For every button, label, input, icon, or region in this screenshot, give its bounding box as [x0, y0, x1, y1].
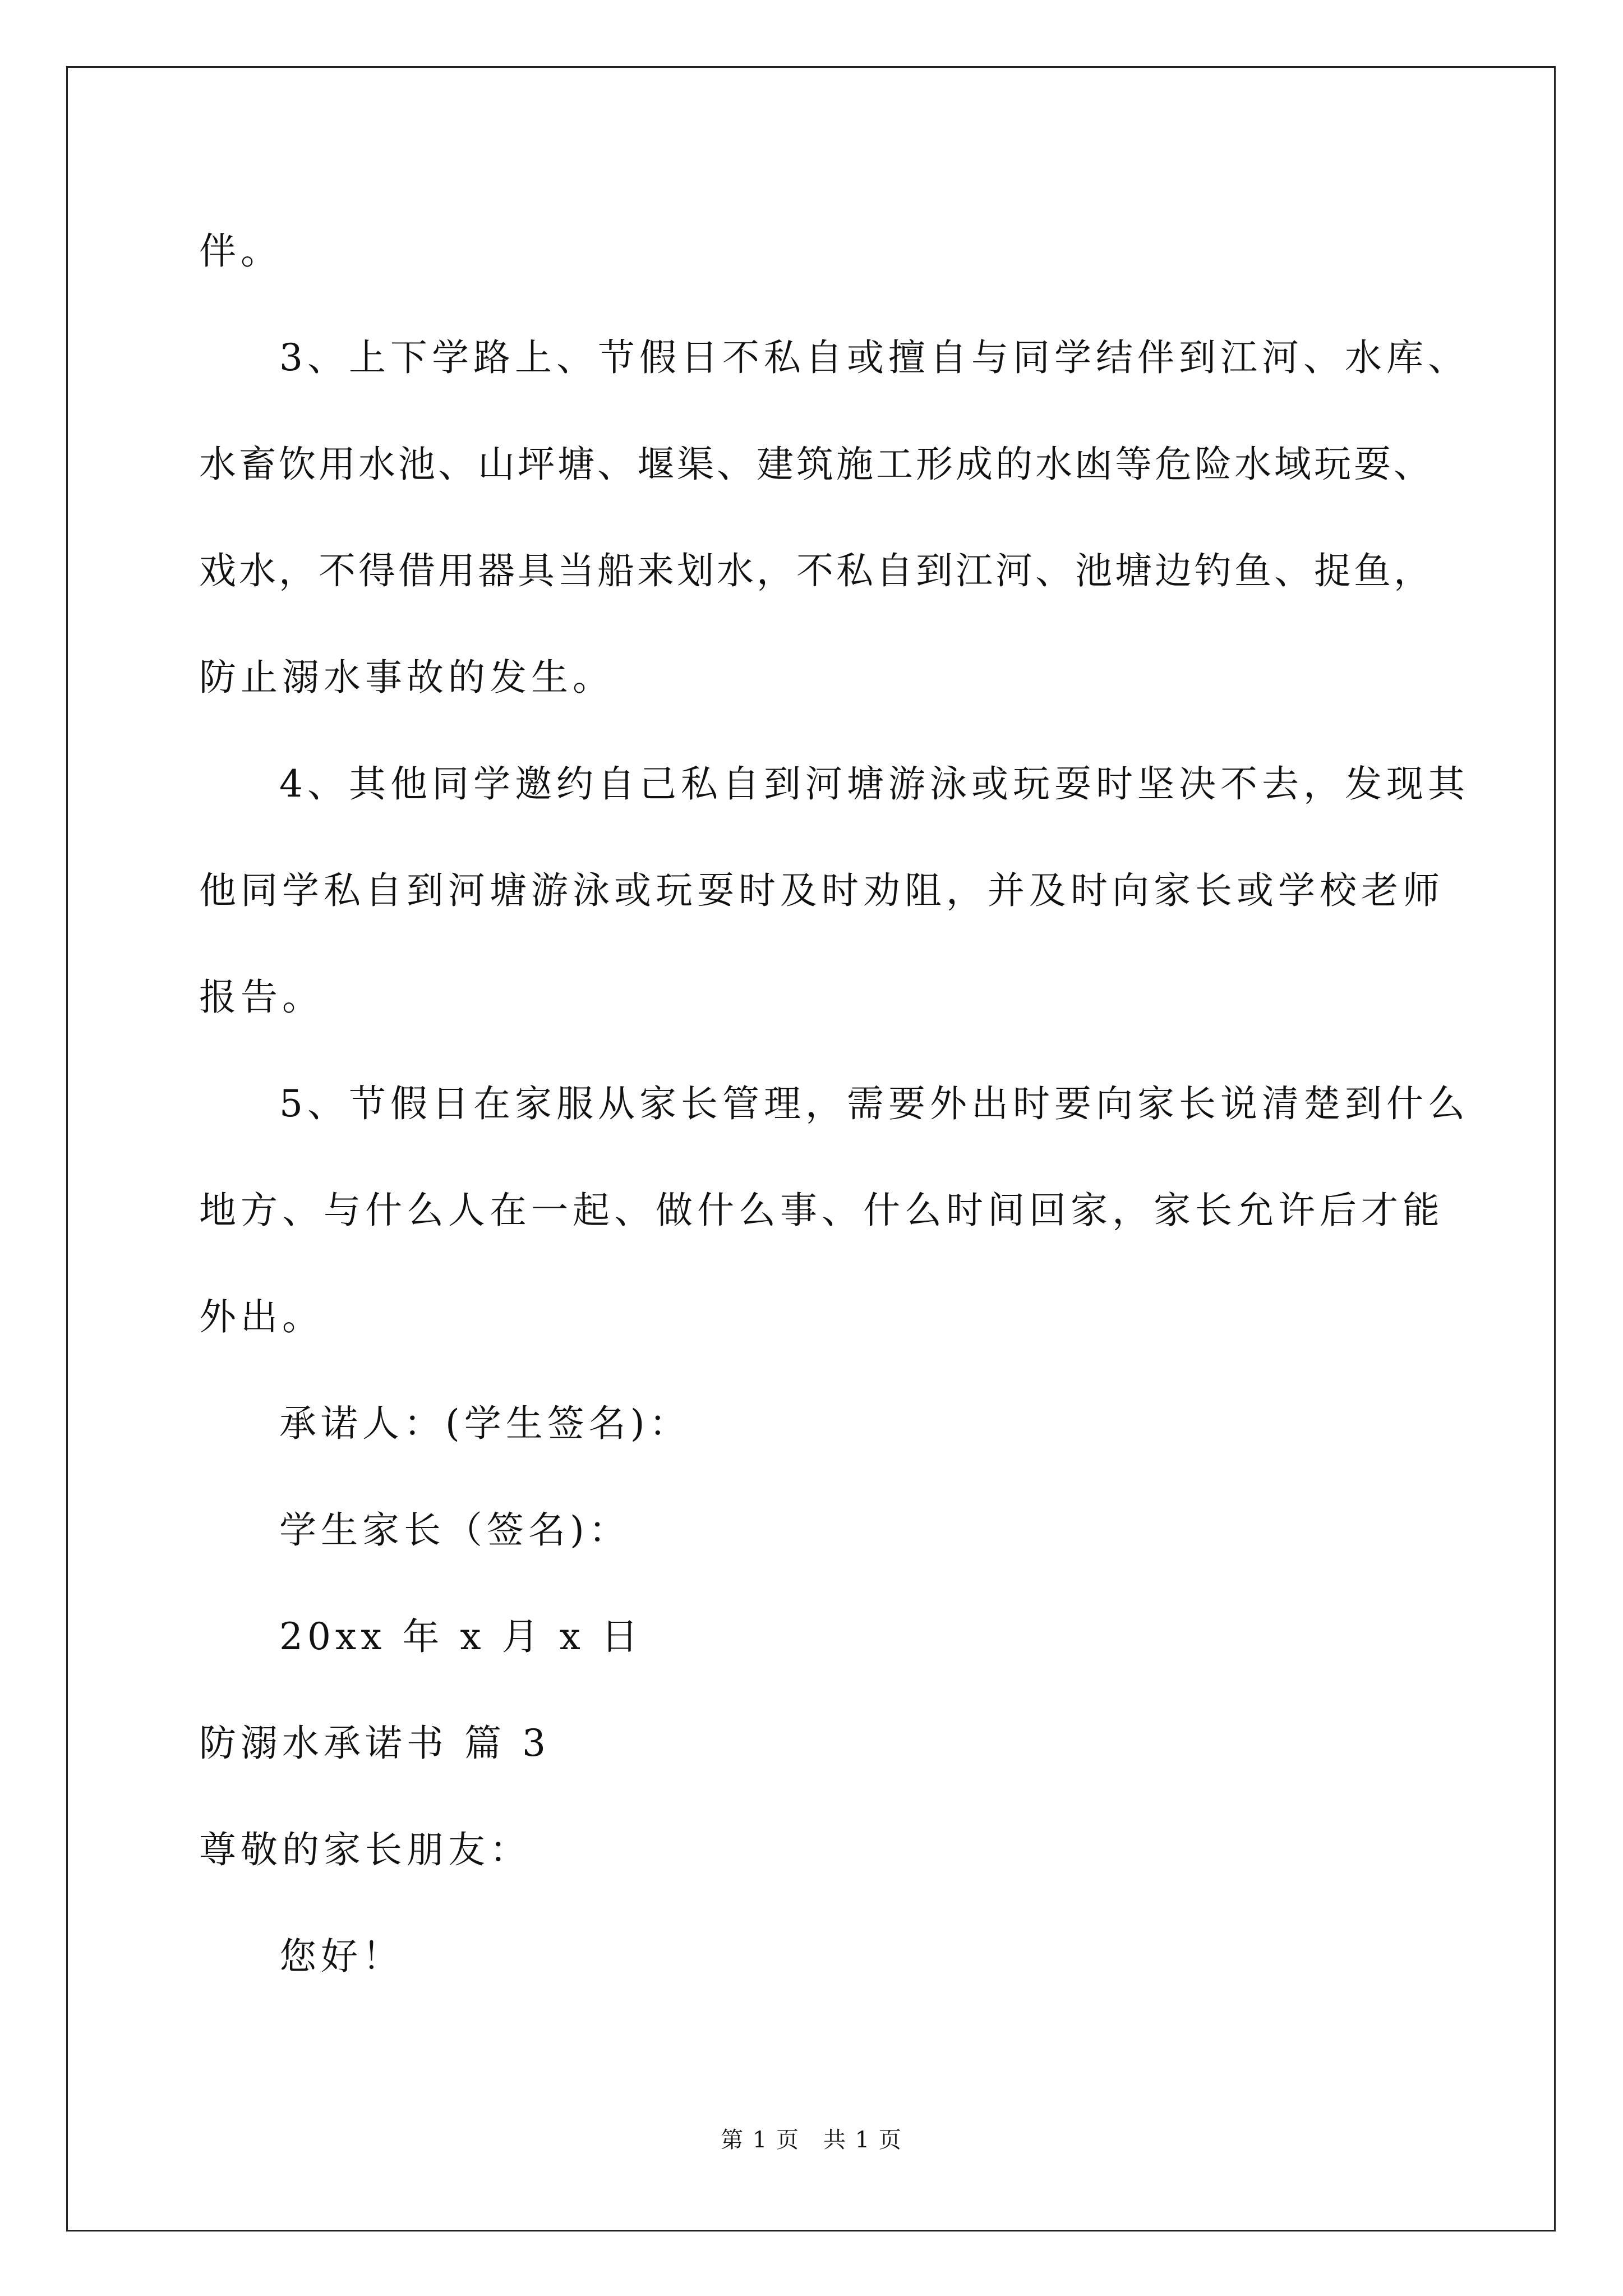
paragraph-3-line-2: 水畜饮用水池、山坪塘、堰渠、建筑施工形成的水凼等危险水域玩耍、	[199, 443, 1433, 486]
section-title: 防溺水承诺书 篇 3	[199, 1722, 550, 1765]
date-line: 20xx 年 x 月 x 日	[279, 1615, 643, 1658]
paragraph-5-line-1: 5、节假日在家服从家长管理，需要外出时要向家长说清楚到什么	[279, 1082, 1469, 1125]
paragraph-5-line-2: 地方、与什么人在一起、做什么事、什么时间回家，家长允许后才能	[199, 1189, 1444, 1232]
paragraph-5-line-3: 外出。	[199, 1295, 324, 1338]
salutation: 尊敬的家长朋友：	[199, 1828, 531, 1871]
text-line: 伴。	[199, 229, 282, 273]
paragraph-4-line-2: 他同学私自到河塘游泳或玩耍时及时劝阻，并及时向家长或学校老师	[199, 869, 1444, 912]
page-footer: 第 1 页 共 1 页	[721, 2127, 902, 2153]
paragraph-3-line-1: 3、上下学路上、节假日不私自或擅自与同学结伴到江河、水库、	[279, 336, 1469, 379]
paragraph-4-line-1: 4、其他同学邀约自己私自到河塘游泳或玩耍时坚决不去，发现其	[279, 762, 1469, 806]
paragraph-4-line-3: 报告。	[199, 976, 324, 1019]
parent-signature-line: 学生家长（签名)：	[279, 1508, 630, 1552]
page-frame	[66, 66, 1556, 2231]
promiser-signature-line: 承诺人：(学生签名)：	[279, 1402, 691, 1445]
greeting: 您好！	[279, 1935, 404, 1978]
paragraph-3-line-3: 戏水，不得借用器具当船来划水，不私自到江河、池塘边钓鱼、捉鱼，	[199, 549, 1433, 592]
paragraph-3-line-4: 防止溺水事故的发生。	[199, 656, 614, 699]
